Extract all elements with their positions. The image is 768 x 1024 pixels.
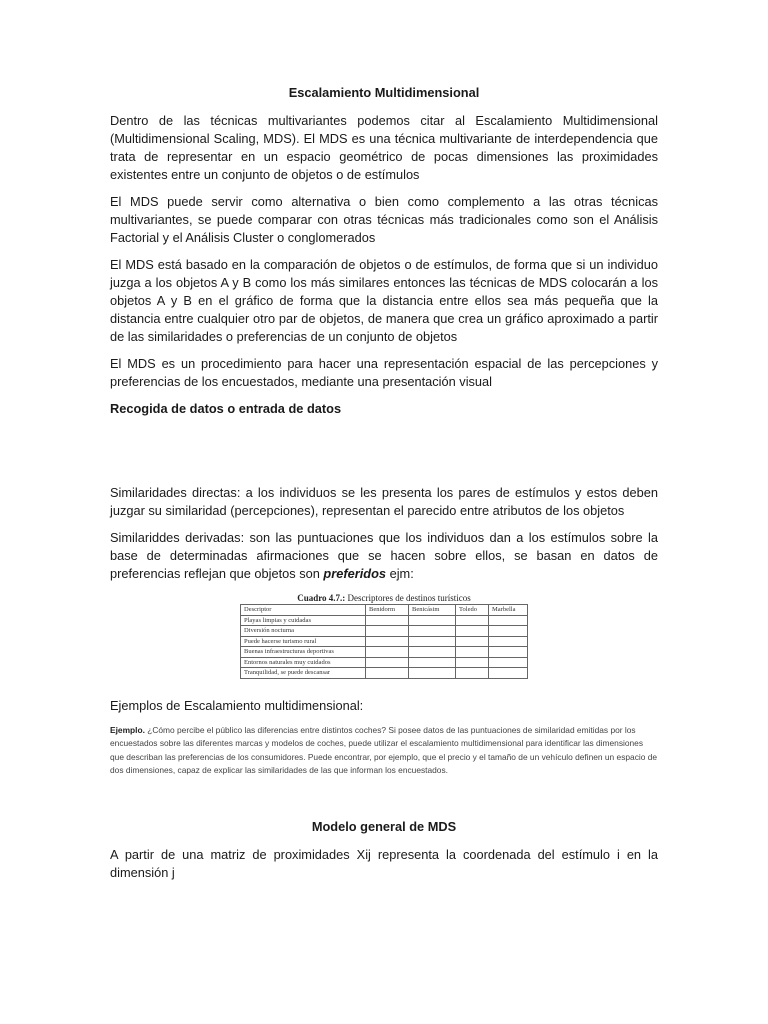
table-caption-text: Descriptores de destinos turísticos bbox=[345, 593, 471, 603]
derived-text: Similariddes derivadas: son las puntuaciones que los individuos dan a los estímulos sobre la base de determinadas afirmaciones que se hacen sobre ellos, se basan en datos de preferencias reflejan que objetos son bbox=[110, 530, 658, 581]
table-header-cell: Benicásim bbox=[409, 605, 456, 616]
table-cell bbox=[456, 657, 489, 668]
table-cell bbox=[409, 615, 456, 626]
table-cell bbox=[489, 668, 528, 679]
table-row bbox=[241, 636, 528, 647]
section-heading-data-collection: Recogida de datos o entrada de datos bbox=[110, 401, 342, 416]
table-cell bbox=[456, 615, 489, 626]
table-header-cell: Toledo bbox=[456, 605, 489, 616]
table-header-cell: Descriptor bbox=[241, 605, 366, 616]
table-cell bbox=[409, 626, 456, 637]
table-cell bbox=[456, 647, 489, 658]
table-cell bbox=[456, 668, 489, 679]
table-row bbox=[241, 626, 528, 637]
example-text: ¿Cómo percibe el público las diferencias entre distintos coches? Si posee datos de las puntuaciones de similaridad emitidas por los encuestados sobre las diferentes marcas y modelos de coches, puede utilizar el escalamiento multidimensional para identificar las dimensiones que describan las preferencias de los consumidores. Puede encontrar, por ejemplo, que el precio y el tamaño de un vehículo definen un espacio de dos dimensiones, capaz de explicar las similaridades de las que informan los encuestados. bbox=[110, 724, 658, 775]
table-row bbox=[241, 647, 528, 658]
table-header-cell: Marbella bbox=[489, 605, 528, 616]
table-caption bbox=[240, 592, 528, 604]
table-cell-descriptor: Puede hacerse turismo rural bbox=[241, 636, 366, 647]
table-cell bbox=[409, 647, 456, 658]
table-cell bbox=[489, 636, 528, 647]
document-body bbox=[110, 84, 658, 891]
table-cell bbox=[366, 657, 409, 668]
table-figure bbox=[110, 592, 658, 679]
examples-heading: Ejemplos de Escalamiento multidimensional: bbox=[110, 697, 364, 713]
table-header-row bbox=[241, 605, 528, 616]
table-block bbox=[240, 592, 528, 679]
paragraph-derived-similarities bbox=[110, 529, 658, 583]
table-cell-descriptor: Buenas infraestructuras deportivas bbox=[241, 647, 366, 658]
table-cell bbox=[409, 657, 456, 668]
table-row bbox=[241, 615, 528, 626]
table-cell-descriptor: Diversión nocturna bbox=[241, 626, 366, 637]
table-cell bbox=[409, 668, 456, 679]
paragraph-procedure: El MDS es un procedimiento para hacer una representación espacial de las percepciones y preferencias de los encuestados, mediante una presentación visual bbox=[110, 356, 658, 389]
model-section-title: Modelo general de MDS bbox=[311, 818, 457, 834]
derived-suffix: ejm: bbox=[386, 566, 414, 581]
table-cell bbox=[366, 626, 409, 637]
table-cell-descriptor: Entornos naturales muy cuidados bbox=[241, 657, 366, 668]
table-cell bbox=[489, 615, 528, 626]
table-cell bbox=[489, 657, 528, 668]
table-row bbox=[241, 668, 528, 679]
table-cell bbox=[366, 615, 409, 626]
blank-space bbox=[110, 418, 658, 484]
derived-emphasis: preferidos bbox=[323, 566, 387, 581]
paragraph-alternative: El MDS puede servir como alternativa o bien como complemento a las otras técnicas multivariantes, se puede comparar con otras técnicas más tradicionales como son el Análisis Factorial y el Análisis Cluster o conglomerados bbox=[110, 194, 658, 245]
table-cell bbox=[409, 636, 456, 647]
table-cell bbox=[489, 626, 528, 637]
table-header-cell: Benidorm bbox=[366, 605, 409, 616]
table-cell bbox=[366, 636, 409, 647]
paragraph-intro: Dentro de las técnicas multivariantes podemos citar al Escalamiento Multidimensional (Multidimensional Scaling, MDS). El MDS es una técnica multivariante de interdependencia que trata de representar en un espacio geométrico de pocas dimensiones las proximidades existentes entre un conjunto de objetos o de estímulos bbox=[110, 113, 658, 182]
paragraph-comparison: El MDS está basado en la comparación de objetos o de estímulos, de forma que si un individuo juzga a los objetos A y B como los más similares entonces las técnicas de MDS colocarán a los objetos A y B en el gráfico de forma que la distancia entre ellos sea más pequeña que la distancia entre cualquier otro par de objetos, de manera que crea un gráfico aproximado a partir de las similaridades o preferencias de un conjunto de objetos bbox=[110, 257, 658, 344]
document-title: Escalamiento Multidimensional bbox=[288, 85, 480, 100]
table-cell bbox=[456, 626, 489, 637]
table-cell bbox=[489, 647, 528, 658]
table-cell bbox=[366, 647, 409, 658]
paragraph-model: A partir de una matriz de proximidades Xij representa la coordenada del estímulo i en la dimensión j bbox=[110, 846, 658, 880]
paragraph-direct-similarities: Similaridades directas: a los individuos se les presenta los pares de estímulos y estos deben juzgar su similaridad (percepciones), representan el parecido entre atributos de los objetos bbox=[110, 485, 658, 518]
example-excerpt bbox=[110, 724, 658, 778]
table-cell-descriptor: Playas limpias y cuidadas bbox=[241, 615, 366, 626]
example-lead: Ejemplo. bbox=[110, 724, 145, 735]
table-cell-descriptor: Tranquilidad, se puede descansar bbox=[241, 668, 366, 679]
table-cell bbox=[456, 636, 489, 647]
table-cell bbox=[366, 668, 409, 679]
table-row bbox=[241, 657, 528, 668]
table-caption-label: Cuadro 4.7.: bbox=[297, 593, 346, 603]
descriptor-table bbox=[240, 604, 528, 679]
